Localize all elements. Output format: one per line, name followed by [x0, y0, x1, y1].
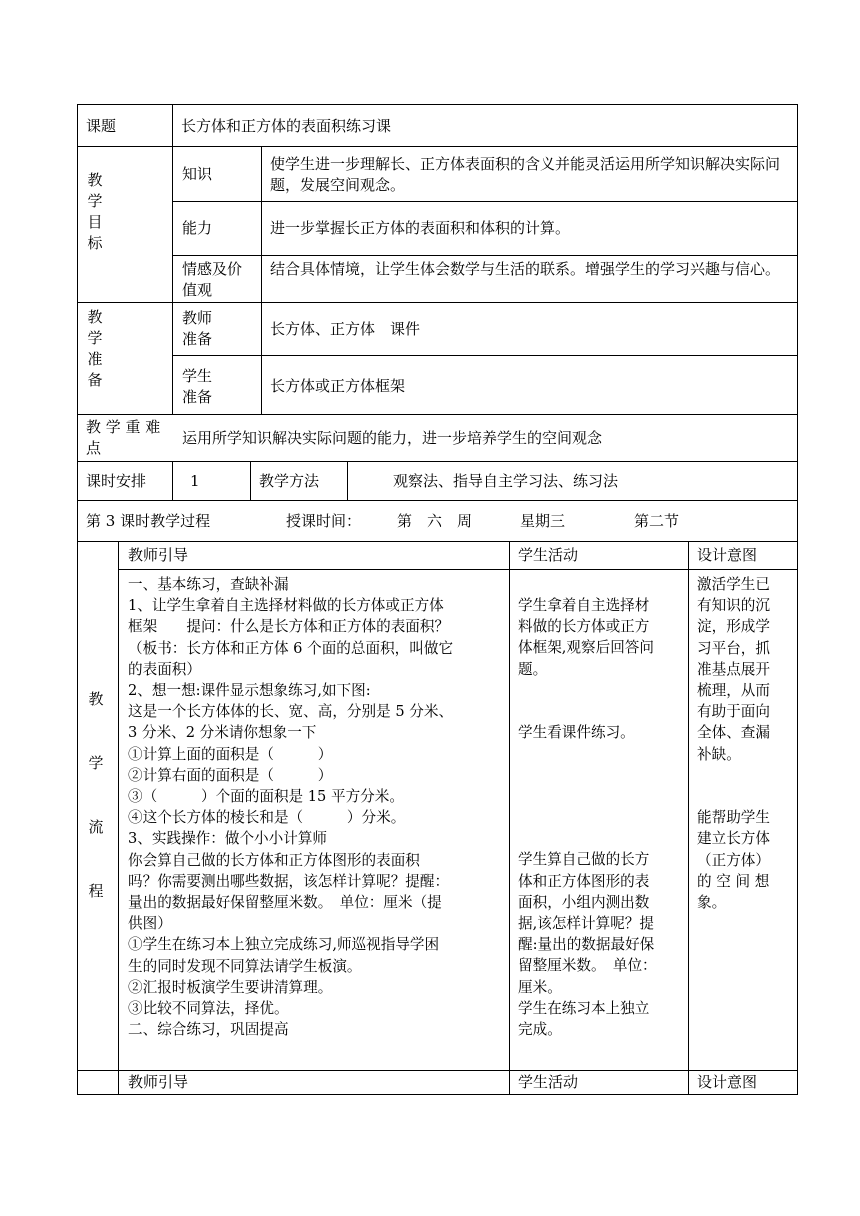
student-activity-line — [518, 807, 657, 828]
teacher-guidance-line: （板书：长方体和正方体 6 个面的总面积，叫做它 — [128, 639, 454, 657]
student-activity-line — [518, 701, 657, 722]
teacher-guidance-line: 量出的数据最好保留整厘米数。 单位：厘米（提 — [128, 894, 442, 912]
student-activity-line: 学生拿着自主选择材 — [518, 597, 650, 614]
footer-header-student: 学生活动 — [518, 1073, 579, 1091]
teacher-prep-label-line2: 准备 — [182, 330, 213, 348]
method-label: 教学方法 — [259, 472, 320, 490]
objectives-label-char: 学 — [87, 192, 103, 210]
design-intent-line — [697, 786, 770, 807]
preparation-label-char: 学 — [87, 329, 103, 347]
rule — [347, 461, 348, 501]
process-weekday: 星期三 — [520, 512, 566, 530]
student-activity-line: 料做的长方体或正方 — [518, 618, 650, 636]
ability-label: 能力 — [182, 219, 213, 237]
teacher-guidance-line: 2、想一想:课件显示想象练习,如下图: — [128, 682, 371, 700]
rule — [172, 255, 798, 256]
rule — [509, 541, 510, 1095]
rule — [688, 541, 689, 1095]
teacher-guidance-line: 生的同时发现不同算法请学生板演。 — [128, 957, 362, 975]
teacher-guidance-line: ④这个长方体的棱长和是（ ）分米。 — [128, 809, 406, 827]
teacher-guidance-line: 你会算自己做的长方体和正方体图形的表面积 — [128, 851, 420, 869]
rule — [797, 104, 798, 1095]
rule — [250, 461, 251, 501]
footer-header-teacher: 教师引导 — [128, 1073, 189, 1091]
preparation-label-char: 准 — [87, 350, 103, 368]
process-section: 第二节 — [634, 512, 680, 530]
rule — [118, 541, 119, 1095]
flow-label — [86, 683, 106, 907]
design-intent-line: 激活学生已 — [697, 576, 770, 593]
knowledge-text: 使学生进一步理解长、正方体表面积的含义并能灵活运用所学知识解决实际问题，发展空间观念。 — [270, 155, 781, 194]
rule — [77, 104, 78, 1095]
teacher-prep-label-line1: 教师 — [182, 309, 213, 327]
student-activity-line: 学生算自己做的长方 — [518, 851, 650, 869]
student-activity-cell — [518, 595, 657, 1040]
student-activity-line: 面积，小组内测出数 — [518, 893, 650, 911]
design-intent-line: 准基点展开 — [697, 660, 770, 678]
design-intent-line: 全体、查漏 — [697, 724, 770, 742]
emotion-label-line2: 值观 — [182, 281, 213, 299]
teacher-guidance-line: 1、让学生拿着自主选择材料做的长方体或正方体 — [128, 597, 444, 615]
student-activity-line: 厘米。 — [518, 978, 562, 996]
teacher-guidance-line: 框架 提问：什么是长方体和正方体的表面积？ — [128, 618, 450, 636]
teacher-guidance-line: 吗？你需要测出哪些数据，该怎样计算呢？提醒： — [128, 872, 450, 890]
student-activity-line: 学生看课件练习。 — [518, 724, 635, 742]
keypoints-label-line2: 点 — [86, 439, 102, 457]
keypoints-label-line1: 教 学 重 难 — [86, 418, 161, 436]
teacher-guidance-line: 3 分米、2 分米请你想象一下 — [128, 724, 317, 742]
student-activity-line: 体和正方体图形的表 — [518, 872, 650, 890]
design-intent-line: 能帮助学生 — [697, 809, 770, 827]
preparation-label-char: 教 — [87, 308, 103, 326]
student-activity-line — [518, 680, 657, 701]
teacher-prep-text: 长方体、正方体 课件 — [270, 320, 421, 338]
flow-label-char: 流 — [88, 818, 104, 836]
rule — [77, 414, 798, 415]
teacher-guidance-line: ①学生在练习本上独立完成练习,师巡视指导学困 — [128, 936, 440, 954]
teacher-guidance-line: 供图） — [128, 915, 172, 933]
method-value: 观察法、指导自主学习法、练习法 — [393, 472, 619, 490]
student-activity-line: 完成。 — [518, 1021, 562, 1039]
ability-text: 进一步掌握长正方体的表面积和体积的计算。 — [270, 219, 571, 237]
rule — [172, 104, 173, 415]
rule — [77, 146, 798, 147]
flow-label-char: 学 — [88, 754, 104, 772]
footer-header-intent: 设计意图 — [697, 1073, 758, 1091]
student-activity-line: 题。 — [518, 660, 548, 678]
teacher-guidance-line: ③比较不同算法，择优。 — [128, 1000, 289, 1018]
rule — [77, 541, 798, 542]
preparation-label-char: 备 — [87, 371, 103, 389]
teacher-guidance-line: ②汇报时板演学生要讲清算理。 — [128, 978, 333, 996]
teacher-guidance-line: ③（ ）个面的面积是 15 平方分米。 — [128, 788, 404, 806]
rule — [261, 146, 262, 415]
topic-value: 长方体和正方体的表面积练习课 — [181, 117, 392, 135]
design-intent-line: 有助于面向 — [697, 703, 770, 721]
student-activity-line — [518, 786, 657, 807]
design-intent-cell — [697, 574, 770, 913]
student-activity-line: 学生在练习本上独立 — [518, 999, 650, 1017]
design-intent-line: 的 空 间 想 — [697, 872, 770, 890]
teacher-guidance-line: 这是一个长方体体的长、宽、高，分别是 5 分米、 — [128, 703, 454, 721]
objectives-label-char: 教 — [87, 171, 103, 189]
col-header-teacher: 教师引导 — [128, 546, 189, 564]
knowledge-label: 知识 — [182, 165, 213, 183]
objectives-label — [85, 170, 105, 254]
rule — [77, 302, 798, 303]
col-header-intent: 设计意图 — [697, 546, 758, 564]
preparation-label — [85, 307, 105, 391]
rule — [172, 355, 798, 356]
rule — [118, 569, 798, 570]
flow-label-char: 程 — [88, 882, 104, 900]
student-activity-line: 留整厘米数。 单位： — [518, 957, 657, 975]
rule — [77, 461, 798, 462]
design-intent-line: 有知识的沉 — [697, 597, 770, 615]
rule — [172, 201, 798, 202]
schedule-value: 1 — [190, 472, 200, 490]
design-intent-line: （正方体） — [697, 851, 770, 869]
design-intent-line: 习平台，抓 — [697, 639, 770, 657]
rule — [77, 1094, 798, 1095]
design-intent-line: 建立长方体 — [697, 830, 770, 848]
teacher-guidance-line: 二、综合练习，巩固提高 — [128, 1021, 289, 1039]
topic-label: 课题 — [86, 117, 117, 135]
student-activity-line — [518, 828, 657, 849]
col-header-student: 学生活动 — [518, 546, 579, 564]
flow-label-char: 教 — [88, 690, 104, 708]
keypoints-text: 运用所学知识解决实际问题的能力，进一步培养学生的空间观念 — [182, 429, 603, 447]
design-intent-line: 补缺。 — [697, 745, 741, 763]
teacher-guidance-line: ①计算上面的面积是（ ） — [128, 745, 333, 763]
process-title: 第 3 课时教学过程 — [86, 512, 211, 530]
design-intent-line: 象。 — [697, 894, 727, 912]
teacher-guidance-line: 一、基本练习，查缺补漏 — [128, 576, 289, 593]
emotion-label-line1: 情感及价 — [182, 260, 243, 278]
design-intent-line: 淀，形成学 — [697, 618, 770, 636]
student-activity-line: 体框架,观察后回答问 — [518, 639, 654, 657]
schedule-label: 课时安排 — [86, 472, 147, 490]
process-time-label: 授课时间： — [286, 512, 362, 530]
rule — [77, 104, 798, 105]
student-activity-line — [518, 743, 657, 764]
student-activity-line: 据,该怎样计算呢？提 — [518, 915, 654, 933]
design-intent-line: 梳理，从而 — [697, 682, 770, 700]
objectives-label-char: 目 — [87, 213, 103, 231]
teacher-guidance-line: 的表面积） — [128, 660, 201, 678]
process-week: 第 六 周 — [397, 512, 473, 530]
student-activity-line: 醒:量出的数据最好保 — [518, 936, 655, 954]
teacher-guidance-cell — [128, 574, 453, 1040]
emotion-text: 结合具体情境，让学生体会数学与生活的联系。增强学生的学习兴趣与信心。 — [270, 260, 781, 278]
teacher-guidance-line: ②计算右面的面积是（ ） — [128, 766, 333, 784]
rule — [172, 461, 173, 501]
rule — [77, 1070, 798, 1071]
rule — [77, 500, 798, 501]
student-prep-label-line1: 学生 — [182, 367, 213, 385]
student-prep-text: 长方体或正方体框架 — [270, 377, 406, 395]
objectives-label-char: 标 — [87, 234, 103, 252]
teacher-guidance-line: 3、实践操作：做个小小计算师 — [128, 830, 328, 848]
design-intent-line — [697, 765, 770, 786]
student-prep-label-line2: 准备 — [182, 388, 213, 406]
student-activity-line — [518, 765, 657, 786]
